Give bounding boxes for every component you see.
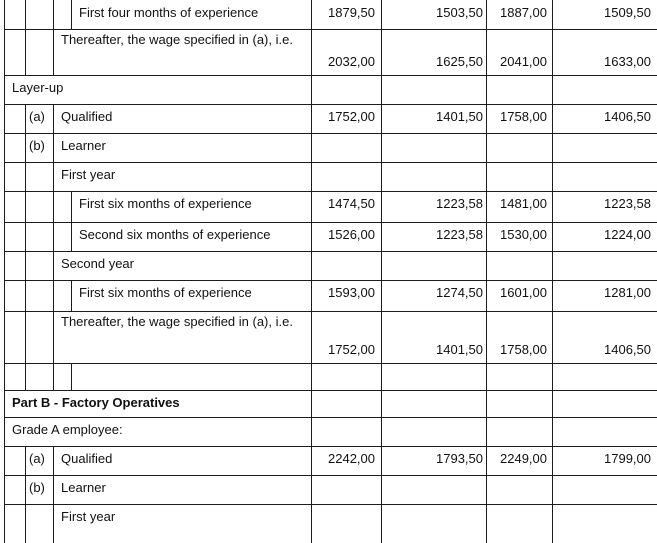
column-border (486, 475, 487, 505)
column-border (25, 280, 26, 312)
column-border (381, 104, 382, 134)
column-border (486, 504, 487, 543)
column-border (4, 390, 5, 418)
row-label: First six months of experience (79, 285, 252, 300)
column-border (25, 504, 26, 543)
row-border (4, 75, 657, 76)
row-label: Second six months of experience (79, 227, 271, 242)
column-border (486, 363, 487, 391)
row-border (4, 363, 657, 364)
column-border (4, 133, 5, 163)
column-border (552, 191, 553, 223)
column-border (4, 0, 5, 30)
column-border (53, 280, 54, 312)
column-border (552, 446, 553, 476)
wage-value: 1503,50 (436, 5, 483, 20)
column-border (4, 311, 5, 364)
column-border (381, 75, 382, 105)
column-border (311, 390, 312, 418)
column-border (486, 133, 487, 163)
row-border (4, 446, 657, 447)
column-border (381, 390, 382, 418)
column-border (53, 475, 54, 505)
column-border (552, 0, 553, 30)
column-border (25, 363, 26, 391)
row-label: Thereafter, the wage specified in (a), i.e. (61, 314, 293, 329)
column-border (552, 104, 553, 134)
row-label: Qualified (61, 109, 113, 124)
wage-value: 1281,00 (604, 285, 651, 300)
column-border (4, 162, 5, 192)
column-border (25, 162, 26, 192)
wage-value: 1401,50 (436, 109, 483, 124)
column-border (4, 104, 5, 134)
column-border (381, 133, 382, 163)
wage-value: 1274,50 (436, 285, 483, 300)
row-border (4, 280, 657, 281)
column-border (53, 0, 54, 30)
column-border (53, 446, 54, 476)
section-heading: Part B - Factory Operatives (12, 395, 180, 410)
wage-value: 1601,00 (500, 285, 547, 300)
row-border (4, 251, 657, 252)
column-border (552, 504, 553, 543)
wage-value: 1752,00 (328, 342, 375, 357)
column-border (4, 475, 5, 505)
row-label: Second year (61, 256, 134, 271)
column-border (53, 104, 54, 134)
column-border (311, 162, 312, 192)
row-label: Learner (61, 138, 106, 153)
wage-value: 1509,50 (604, 5, 651, 20)
column-border (311, 504, 312, 543)
column-border (381, 191, 382, 223)
column-border (381, 363, 382, 391)
column-border (4, 251, 5, 281)
column-border (311, 475, 312, 505)
column-border (53, 251, 54, 281)
column-border (4, 417, 5, 447)
column-border (25, 0, 26, 30)
column-border (53, 191, 54, 223)
row-border (4, 191, 657, 192)
column-border (552, 311, 553, 364)
column-border (53, 311, 54, 364)
column-border (552, 75, 553, 105)
column-border (486, 251, 487, 281)
column-border (381, 0, 382, 30)
row-label: Learner (61, 480, 106, 495)
column-border (25, 311, 26, 364)
column-border (552, 29, 553, 76)
column-border (552, 222, 553, 252)
column-border (486, 162, 487, 192)
column-border (71, 222, 72, 252)
row-label: First year (61, 167, 116, 182)
column-border (4, 504, 5, 543)
wage-value: 1879,50 (328, 5, 375, 20)
column-border (486, 417, 487, 447)
row-marker: (a) (29, 109, 45, 124)
row-label: First year (61, 509, 116, 524)
column-border (311, 363, 312, 391)
row-label: Grade A employee: (12, 422, 123, 437)
column-border (53, 162, 54, 192)
column-border (25, 446, 26, 476)
column-border (25, 104, 26, 134)
column-border (53, 133, 54, 163)
row-border (4, 222, 657, 223)
row-border (4, 29, 657, 30)
column-border (311, 133, 312, 163)
column-border (71, 0, 72, 30)
column-border (381, 446, 382, 476)
wage-value: 1593,00 (328, 285, 375, 300)
column-border (25, 475, 26, 505)
row-label: Thereafter, the wage specified in (a), i.e. (61, 32, 293, 47)
row-border (4, 504, 657, 505)
column-border (381, 475, 382, 505)
wage-value: 1223,58 (436, 227, 483, 242)
row-label: Qualified (61, 451, 113, 466)
column-border (552, 162, 553, 192)
column-border (25, 29, 26, 76)
column-border (381, 251, 382, 281)
column-border (53, 29, 54, 76)
wage-value: 1758,00 (500, 109, 547, 124)
column-border (486, 390, 487, 418)
column-border (552, 475, 553, 505)
wage-value: 1406,50 (604, 109, 651, 124)
column-border (311, 251, 312, 281)
column-border (381, 162, 382, 192)
wage-value: 1625,50 (436, 54, 483, 69)
wage-value: 1223,58 (436, 196, 483, 211)
column-border (381, 504, 382, 543)
row-border (4, 162, 657, 163)
column-border (552, 390, 553, 418)
column-border (4, 29, 5, 76)
column-border (71, 280, 72, 312)
column-border (4, 446, 5, 476)
wage-value: 1224,00 (604, 227, 651, 242)
column-border (486, 75, 487, 105)
wage-value: 1481,00 (500, 196, 547, 211)
row-label: Layer-up (12, 80, 64, 95)
row-border (4, 390, 657, 391)
column-border (53, 363, 54, 391)
wage-value: 1793,50 (436, 451, 483, 466)
row-border (4, 417, 657, 418)
wage-value: 1474,50 (328, 196, 375, 211)
column-border (552, 251, 553, 281)
column-border (53, 222, 54, 252)
column-border (25, 251, 26, 281)
wage-value: 1406,50 (604, 342, 651, 357)
column-border (71, 191, 72, 223)
column-border (4, 75, 5, 105)
wage-value: 1526,00 (328, 227, 375, 242)
row-border (4, 475, 657, 476)
row-border (4, 104, 657, 105)
column-border (552, 363, 553, 391)
column-border (4, 191, 5, 223)
column-border (53, 504, 54, 543)
column-border (381, 417, 382, 447)
wage-value: 2041,00 (500, 54, 547, 69)
wage-value: 2249,00 (500, 451, 547, 466)
wage-value: 2032,00 (328, 54, 375, 69)
column-border (4, 363, 5, 391)
column-border (381, 29, 382, 76)
column-border (4, 222, 5, 252)
column-border (552, 417, 553, 447)
wage-value: 1223,58 (604, 196, 651, 211)
column-border (311, 75, 312, 105)
row-marker: (b) (29, 480, 45, 495)
column-border (25, 133, 26, 163)
column-border (25, 222, 26, 252)
column-border (25, 191, 26, 223)
column-border (381, 222, 382, 252)
wage-value: 1530,00 (500, 227, 547, 242)
row-border (4, 311, 657, 312)
column-border (311, 417, 312, 447)
row-label: First four months of experience (79, 5, 259, 20)
row-marker: (b) (29, 138, 45, 153)
wage-value: 1758,00 (500, 342, 547, 357)
wage-value: 2242,00 (328, 451, 375, 466)
wage-value: 1633,00 (604, 54, 651, 69)
row-border (4, 133, 657, 134)
wage-value: 1799,00 (604, 451, 651, 466)
column-border (381, 311, 382, 364)
column-border (381, 280, 382, 312)
column-border (71, 363, 72, 391)
column-border (4, 280, 5, 312)
column-border (552, 280, 553, 312)
wage-value: 1401,50 (436, 342, 483, 357)
wage-value: 1752,00 (328, 109, 375, 124)
column-border (552, 133, 553, 163)
row-marker: (a) (29, 451, 45, 466)
row-label: First six months of experience (79, 196, 252, 211)
wage-value: 1887,00 (500, 5, 547, 20)
